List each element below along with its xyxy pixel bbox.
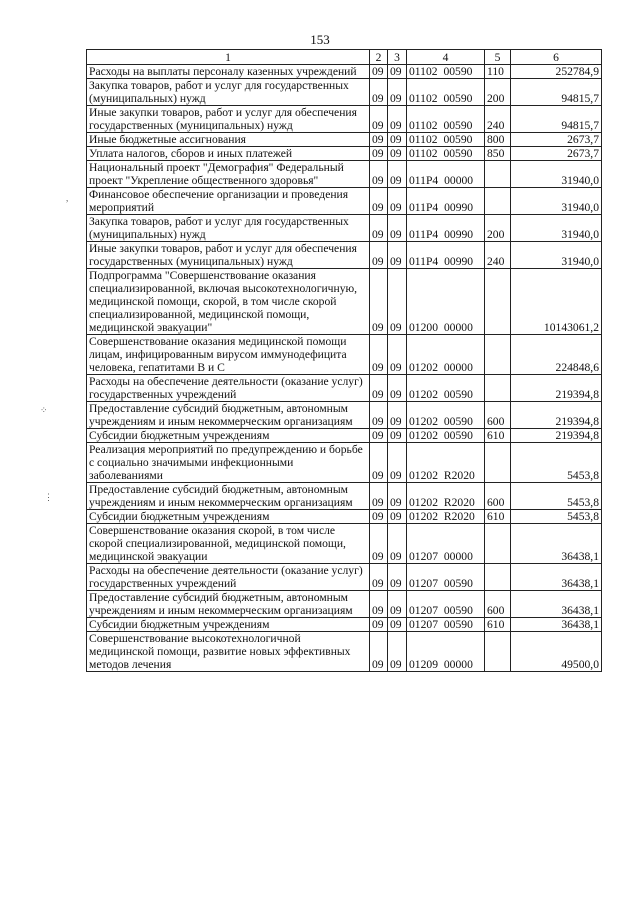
row-amount-cell: 94815,7: [511, 79, 602, 106]
row-subsection-cell: 09: [388, 133, 407, 147]
row-name-cell: Иные бюджетные ассигнования: [87, 133, 370, 147]
table-row: [87, 188, 602, 215]
row-target-article-cell: 01102 00590: [407, 133, 485, 147]
table-row: [87, 483, 602, 510]
row-target-article-cell: 01202 00590: [407, 375, 485, 402]
row-expense-type-cell: 800: [485, 133, 511, 147]
table-row: [87, 335, 602, 375]
table-header-row: [87, 50, 602, 65]
row-expense-type-cell: [485, 564, 511, 591]
row-section-cell: 09: [370, 106, 388, 133]
column-header: 6: [511, 50, 602, 65]
row-amount-cell: 5453,8: [511, 443, 602, 483]
column-header: 1: [87, 50, 370, 65]
row-section-cell: 09: [370, 215, 388, 242]
row-target-article-cell: 01202 00000: [407, 335, 485, 375]
row-name-cell: Реализация мероприятий по предупреждению и борьбе с социально значимыми инфекционными заболеваниями: [87, 443, 370, 483]
row-subsection-cell: 09: [388, 483, 407, 510]
row-section-cell: 09: [370, 564, 388, 591]
row-subsection-cell: 09: [388, 161, 407, 188]
row-subsection-cell: 09: [388, 242, 407, 269]
row-target-article-cell: 01202 R2020: [407, 443, 485, 483]
row-name-cell: Совершенствование оказания скорой, в том числе скорой специализированной, медицинской помощи, медицинской эвакуации: [87, 524, 370, 564]
row-expense-type-cell: 610: [485, 618, 511, 632]
row-amount-cell: 224848,6: [511, 335, 602, 375]
row-subsection-cell: 09: [388, 524, 407, 564]
row-name-cell: Совершенствование оказания медицинской помощи лицам, инфицированным вирусом иммунодефицита человека, гепатитами В и С: [87, 335, 370, 375]
row-subsection-cell: 09: [388, 429, 407, 443]
table-row: [87, 618, 602, 632]
row-expense-type-cell: 610: [485, 510, 511, 524]
row-name-cell: Национальный проект "Демография" Федеральный проект "Укрепление общественного здоровья": [87, 161, 370, 188]
row-name-cell: Уплата налогов, сборов и иных платежей: [87, 147, 370, 161]
table-row: [87, 242, 602, 269]
row-target-article-cell: 01207 00000: [407, 524, 485, 564]
row-target-article-cell: 01207 00590: [407, 564, 485, 591]
row-expense-type-cell: 110: [485, 65, 511, 79]
row-expense-type-cell: [485, 335, 511, 375]
table-row: [87, 161, 602, 188]
row-subsection-cell: 09: [388, 106, 407, 133]
row-amount-cell: 2673,7: [511, 147, 602, 161]
column-header: 4: [407, 50, 485, 65]
page-number: 153: [310, 32, 330, 47]
row-name-cell: Иные закупки товаров, работ и услуг для обеспечения государственных (муниципальных) нужд: [87, 106, 370, 133]
table-row: [87, 524, 602, 564]
row-amount-cell: 31940,0: [511, 188, 602, 215]
row-expense-type-cell: 610: [485, 429, 511, 443]
row-subsection-cell: 09: [388, 65, 407, 79]
row-section-cell: 09: [370, 591, 388, 618]
row-name-cell: Предоставление субсидий бюджетным, автономным учреждениям и иным некоммерческим организациям: [87, 483, 370, 510]
row-name-cell: Совершенствование высокотехнологичной медицинской помощи, развитие новых эффективных методов лечения: [87, 632, 370, 672]
row-target-article-cell: 01202 00590: [407, 429, 485, 443]
table-row: [87, 591, 602, 618]
row-subsection-cell: 09: [388, 188, 407, 215]
row-target-article-cell: 01202 R2020: [407, 483, 485, 510]
row-amount-cell: 31940,0: [511, 215, 602, 242]
row-section-cell: 09: [370, 65, 388, 79]
row-name-cell: Расходы на обеспечение деятельности (оказание услуг) государственных учреждений: [87, 375, 370, 402]
table-row: [87, 133, 602, 147]
row-target-article-cell: 01207 00590: [407, 591, 485, 618]
row-amount-cell: 94815,7: [511, 106, 602, 133]
row-name-cell: Субсидии бюджетным учреждениям: [87, 429, 370, 443]
row-target-article-cell: 01202 R2020: [407, 510, 485, 524]
row-section-cell: 09: [370, 632, 388, 672]
row-subsection-cell: 09: [388, 335, 407, 375]
table-row: [87, 269, 602, 335]
row-section-cell: 09: [370, 188, 388, 215]
table-row: [87, 443, 602, 483]
row-target-article-cell: 01200 00000: [407, 269, 485, 335]
scan-speck: ,: [66, 193, 69, 203]
row-target-article-cell: 011P4 00990: [407, 242, 485, 269]
row-target-article-cell: 01102 00590: [407, 147, 485, 161]
row-section-cell: 09: [370, 161, 388, 188]
table-row: [87, 79, 602, 106]
row-expense-type-cell: 200: [485, 215, 511, 242]
row-expense-type-cell: 200: [485, 79, 511, 106]
row-section-cell: 09: [370, 79, 388, 106]
row-name-cell: Субсидии бюджетным учреждениям: [87, 510, 370, 524]
table-row: [87, 402, 602, 429]
row-name-cell: Иные закупки товаров, работ и услуг для обеспечения государственных (муниципальных) нужд: [87, 242, 370, 269]
row-section-cell: 09: [370, 402, 388, 429]
row-subsection-cell: 09: [388, 215, 407, 242]
row-amount-cell: 10143061,2: [511, 269, 602, 335]
table-row: [87, 510, 602, 524]
row-name-cell: Закупка товаров, работ и услуг для государственных (муниципальных) нужд: [87, 215, 370, 242]
table-row: [87, 429, 602, 443]
table-row: [87, 632, 602, 672]
row-subsection-cell: 09: [388, 591, 407, 618]
row-section-cell: 09: [370, 429, 388, 443]
row-section-cell: 09: [370, 147, 388, 161]
row-amount-cell: 36438,1: [511, 591, 602, 618]
scan-speck: ⁘: [40, 405, 48, 415]
row-amount-cell: 36438,1: [511, 618, 602, 632]
row-expense-type-cell: [485, 375, 511, 402]
row-section-cell: 09: [370, 524, 388, 564]
row-target-article-cell: 01102 00590: [407, 106, 485, 133]
row-amount-cell: 219394,8: [511, 429, 602, 443]
row-subsection-cell: 09: [388, 564, 407, 591]
row-subsection-cell: 09: [388, 618, 407, 632]
row-section-cell: 09: [370, 133, 388, 147]
row-expense-type-cell: [485, 161, 511, 188]
row-target-article-cell: 01207 00590: [407, 618, 485, 632]
row-expense-type-cell: 240: [485, 106, 511, 133]
row-name-cell: Предоставление субсидий бюджетным, автономным учреждениям и иным некоммерческим организациям: [87, 402, 370, 429]
row-amount-cell: 252784,9: [511, 65, 602, 79]
row-subsection-cell: 09: [388, 402, 407, 429]
row-section-cell: 09: [370, 375, 388, 402]
row-target-article-cell: 011P4 00990: [407, 188, 485, 215]
column-header: 2: [370, 50, 388, 65]
row-subsection-cell: 09: [388, 443, 407, 483]
row-amount-cell: 219394,8: [511, 402, 602, 429]
row-subsection-cell: 09: [388, 632, 407, 672]
row-amount-cell: 5453,8: [511, 483, 602, 510]
row-subsection-cell: 09: [388, 269, 407, 335]
row-section-cell: 09: [370, 443, 388, 483]
column-header: 5: [485, 50, 511, 65]
row-name-cell: Расходы на обеспечение деятельности (оказание услуг) государственных учреждений: [87, 564, 370, 591]
row-amount-cell: 5453,8: [511, 510, 602, 524]
budget-table: [86, 49, 602, 672]
row-amount-cell: 49500,0: [511, 632, 602, 672]
row-expense-type-cell: [485, 188, 511, 215]
row-subsection-cell: 09: [388, 375, 407, 402]
row-subsection-cell: 09: [388, 510, 407, 524]
table-row: [87, 215, 602, 242]
row-section-cell: 09: [370, 269, 388, 335]
row-amount-cell: 36438,1: [511, 564, 602, 591]
row-target-article-cell: 01209 00000: [407, 632, 485, 672]
row-name-cell: Расходы на выплаты персоналу казенных учреждений: [87, 65, 370, 79]
row-expense-type-cell: [485, 524, 511, 564]
row-expense-type-cell: [485, 632, 511, 672]
column-header: 3: [388, 50, 407, 65]
row-section-cell: 09: [370, 618, 388, 632]
row-expense-type-cell: 240: [485, 242, 511, 269]
row-amount-cell: 31940,0: [511, 161, 602, 188]
row-expense-type-cell: 600: [485, 591, 511, 618]
row-target-article-cell: 011P4 00000: [407, 161, 485, 188]
table-row: [87, 375, 602, 402]
table-row: [87, 65, 602, 79]
row-expense-type-cell: 600: [485, 402, 511, 429]
row-name-cell: Закупка товаров, работ и услуг для государственных (муниципальных) нужд: [87, 79, 370, 106]
row-subsection-cell: 09: [388, 147, 407, 161]
row-section-cell: 09: [370, 510, 388, 524]
row-amount-cell: 36438,1: [511, 524, 602, 564]
row-subsection-cell: 09: [388, 79, 407, 106]
row-section-cell: 09: [370, 483, 388, 510]
row-amount-cell: 2673,7: [511, 133, 602, 147]
row-section-cell: 09: [370, 242, 388, 269]
scan-speck: ⋮: [44, 492, 53, 502]
row-name-cell: Предоставление субсидий бюджетным, автономным учреждениям и иным некоммерческим организациям: [87, 591, 370, 618]
row-target-article-cell: 01202 00590: [407, 402, 485, 429]
table-row: [87, 147, 602, 161]
row-name-cell: Финансовое обеспечение организации и проведения мероприятий: [87, 188, 370, 215]
row-expense-type-cell: 850: [485, 147, 511, 161]
row-target-article-cell: 01102 00590: [407, 65, 485, 79]
row-target-article-cell: 011P4 00990: [407, 215, 485, 242]
table-row: [87, 106, 602, 133]
row-name-cell: Субсидии бюджетным учреждениям: [87, 618, 370, 632]
row-section-cell: 09: [370, 335, 388, 375]
row-expense-type-cell: [485, 269, 511, 335]
row-target-article-cell: 01102 00590: [407, 79, 485, 106]
row-name-cell: Подпрограмма "Совершенствование оказания специализированной, включая высокотехнологичную, медицинской помощи, скорой, в том числе скорой специализированной, медицинской помощи, медицинской эвакуации": [87, 269, 370, 335]
row-expense-type-cell: 600: [485, 483, 511, 510]
table-row: [87, 564, 602, 591]
row-expense-type-cell: [485, 443, 511, 483]
row-amount-cell: 31940,0: [511, 242, 602, 269]
row-amount-cell: 219394,8: [511, 375, 602, 402]
